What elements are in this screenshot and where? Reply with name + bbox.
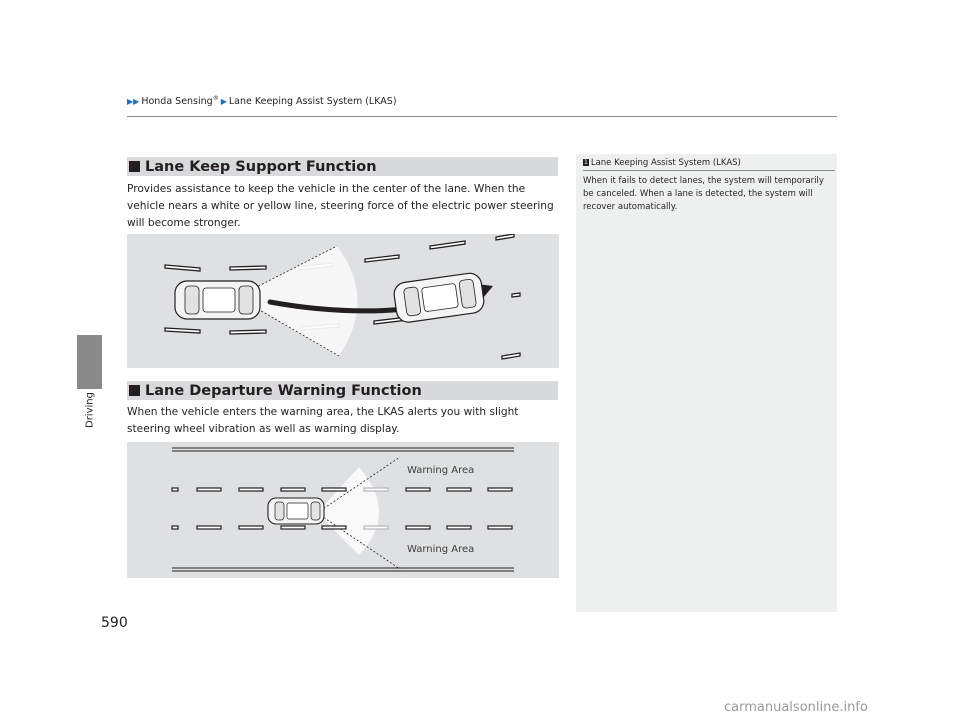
square-bullet-icon bbox=[129, 161, 140, 172]
sidebar-title-text: Lane Keeping Assist System (LKAS) bbox=[590, 158, 741, 168]
breadcrumb-part1[interactable]: Honda Sensing bbox=[141, 96, 213, 108]
breadcrumb bbox=[127, 95, 397, 107]
square-bullet-icon bbox=[129, 385, 140, 396]
warning-cone bbox=[317, 467, 379, 555]
vehicle-front-icon bbox=[393, 272, 486, 324]
reference-mark-icon: 1 bbox=[584, 159, 588, 166]
lane-departure-diagram bbox=[127, 442, 559, 578]
breadcrumb-arrow-icon: ▶▶ bbox=[127, 97, 140, 107]
sidebar-text: When it fails to detect lanes, the system will temporarily be canceled. When a lane is detected, the system will recover automatically. bbox=[583, 176, 824, 212]
vehicle-rear-icon bbox=[175, 281, 260, 319]
section-heading-text: Lane Keep Support Function bbox=[145, 158, 377, 175]
header-rule bbox=[127, 116, 837, 117]
lane-departure-illustration bbox=[127, 442, 559, 578]
sidebar-rule bbox=[583, 170, 835, 171]
section-heading-lane-keep bbox=[127, 157, 558, 176]
vehicle-icon bbox=[268, 498, 324, 524]
lane-dashes-lower bbox=[172, 526, 512, 529]
page-number: 590 bbox=[101, 615, 128, 631]
sidebar-title[interactable] bbox=[583, 158, 741, 168]
lane-dashes-upper bbox=[172, 488, 512, 491]
section-heading-lane-departure bbox=[127, 381, 558, 400]
chapter-tab bbox=[77, 335, 102, 389]
breadcrumb-part2[interactable]: Lane Keeping Assist System (LKAS) bbox=[228, 96, 397, 108]
section1-body: Provides assistance to keep the vehicle in the center of the lane. When the vehicle nears a white or yellow line, steering force of the electric power steering will become stronger. bbox=[127, 183, 554, 229]
breadcrumb-arrow-icon: ▶ bbox=[220, 97, 227, 107]
section-heading-text: Lane Departure Warning Function bbox=[145, 382, 422, 399]
chapter-label: Driving bbox=[84, 392, 96, 428]
section2-body: When the vehicle enters the warning area, the LKAS alerts you with slight steering wheel vibration as well as warning display. bbox=[127, 406, 519, 435]
registered-mark: ® bbox=[212, 95, 219, 102]
watermark: carmanualsonline.info bbox=[724, 700, 868, 715]
sidebar-panel bbox=[576, 154, 837, 612]
warning-area-bottom-label: Warning Area bbox=[407, 544, 475, 555]
lane-keep-diagram bbox=[127, 234, 559, 368]
lane-keep-illustration bbox=[127, 234, 559, 368]
warning-area-top-label: Warning Area bbox=[407, 465, 475, 476]
